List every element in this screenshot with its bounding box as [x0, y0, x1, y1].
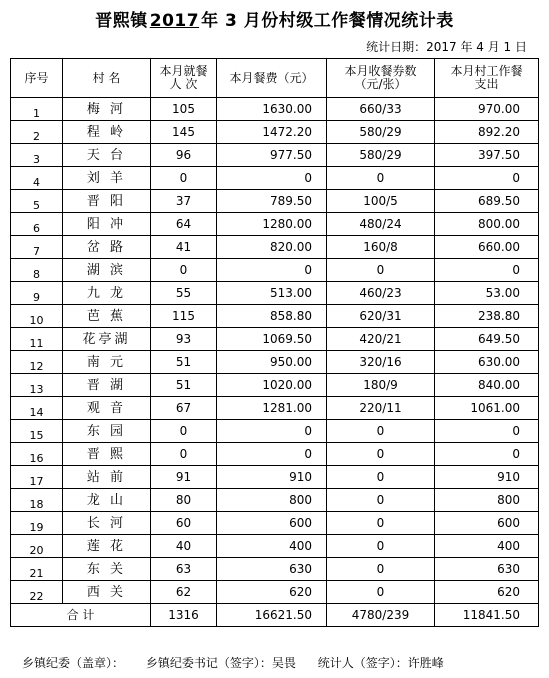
row-expense: 53.00 — [435, 282, 539, 305]
row-diners: 37 — [151, 190, 217, 213]
row-vouchers: 0 — [327, 535, 435, 558]
row-village: 观 音 — [63, 397, 151, 420]
row-expense: 970.00 — [435, 98, 539, 121]
header-village: 村 名 — [63, 59, 151, 98]
footer-seal: 乡镇纪委（盖章）： — [22, 656, 125, 670]
row-expense: 400 — [435, 535, 539, 558]
row-expense: 840.00 — [435, 374, 539, 397]
table-row — [11, 512, 539, 535]
row-seq: 10 — [11, 305, 63, 328]
row-seq: 16 — [11, 443, 63, 466]
table-row — [11, 466, 539, 489]
row-expense: 1061.00 — [435, 397, 539, 420]
row-vouchers: 0 — [327, 259, 435, 282]
header-meal-cost: 本月餐费（元） — [217, 59, 327, 98]
row-meal-cost: 858.80 — [217, 305, 327, 328]
row-seq: 7 — [11, 236, 63, 259]
row-expense: 630 — [435, 558, 539, 581]
row-meal-cost: 820.00 — [217, 236, 327, 259]
row-vouchers: 0 — [327, 167, 435, 190]
row-diners: 41 — [151, 236, 217, 259]
table-row — [11, 351, 539, 374]
header-diners — [151, 59, 217, 98]
title-suffix: 年 3 月份村级工作餐情况统计表 — [201, 11, 454, 31]
row-seq: 15 — [11, 420, 63, 443]
row-seq: 6 — [11, 213, 63, 236]
row-expense: 892.20 — [435, 121, 539, 144]
row-diners: 67 — [151, 397, 217, 420]
row-vouchers: 100/5 — [327, 190, 435, 213]
row-meal-cost: 1630.00 — [217, 98, 327, 121]
table-row — [11, 236, 539, 259]
total-row — [11, 604, 539, 627]
row-expense: 397.50 — [435, 144, 539, 167]
row-diners: 96 — [151, 144, 217, 167]
row-seq: 21 — [11, 558, 63, 581]
row-meal-cost: 630 — [217, 558, 327, 581]
row-expense: 0 — [435, 167, 539, 190]
row-diners: 0 — [151, 167, 217, 190]
table-row — [11, 259, 539, 282]
row-meal-cost: 950.00 — [217, 351, 327, 374]
row-village: 站 前 — [63, 466, 151, 489]
total-diners: 1316 — [151, 604, 217, 627]
row-seq: 5 — [11, 190, 63, 213]
header-vouchers-line2: （元/张） — [354, 77, 407, 91]
row-diners: 63 — [151, 558, 217, 581]
row-meal-cost: 1280.00 — [217, 213, 327, 236]
row-village: 西 关 — [63, 581, 151, 604]
row-village: 龙 山 — [63, 489, 151, 512]
row-diners: 40 — [151, 535, 217, 558]
table-row — [11, 213, 539, 236]
row-seq: 2 — [11, 121, 63, 144]
row-seq: 3 — [11, 144, 63, 167]
row-vouchers: 220/11 — [327, 397, 435, 420]
row-vouchers: 0 — [327, 512, 435, 535]
row-village: 花亭湖 — [63, 328, 151, 351]
row-village: 晋 阳 — [63, 190, 151, 213]
row-vouchers: 0 — [327, 489, 435, 512]
row-expense: 0 — [435, 259, 539, 282]
row-seq: 20 — [11, 535, 63, 558]
row-diners: 60 — [151, 512, 217, 535]
row-meal-cost: 1472.20 — [217, 121, 327, 144]
total-expense: 11841.50 — [435, 604, 539, 627]
row-diners: 80 — [151, 489, 217, 512]
row-seq: 17 — [11, 466, 63, 489]
row-village: 程 岭 — [63, 121, 151, 144]
header-diners-line2: 人 次 — [169, 77, 198, 91]
document-title — [0, 6, 549, 31]
row-vouchers: 0 — [327, 466, 435, 489]
row-diners: 51 — [151, 351, 217, 374]
header-vouchers-line1: 本月收餐券数 — [344, 64, 417, 78]
row-expense: 910 — [435, 466, 539, 489]
header-expense-line1: 本月村工作餐 — [450, 64, 523, 78]
total-meal-cost: 16621.50 — [217, 604, 327, 627]
row-vouchers: 0 — [327, 443, 435, 466]
row-meal-cost: 513.00 — [217, 282, 327, 305]
table-row — [11, 167, 539, 190]
row-vouchers: 180/9 — [327, 374, 435, 397]
row-diners: 115 — [151, 305, 217, 328]
row-vouchers: 660/33 — [327, 98, 435, 121]
table-row — [11, 328, 539, 351]
row-seq: 9 — [11, 282, 63, 305]
table-row — [11, 581, 539, 604]
row-village: 晋 湖 — [63, 374, 151, 397]
row-expense: 0 — [435, 420, 539, 443]
row-diners: 55 — [151, 282, 217, 305]
row-seq: 22 — [11, 581, 63, 604]
row-diners: 62 — [151, 581, 217, 604]
row-diners: 64 — [151, 213, 217, 236]
row-seq: 19 — [11, 512, 63, 535]
row-meal-cost: 0 — [217, 443, 327, 466]
row-vouchers: 580/29 — [327, 144, 435, 167]
row-seq: 14 — [11, 397, 63, 420]
row-seq: 11 — [11, 328, 63, 351]
row-vouchers: 420/21 — [327, 328, 435, 351]
row-diners: 145 — [151, 121, 217, 144]
row-village: 东 关 — [63, 558, 151, 581]
row-diners: 51 — [151, 374, 217, 397]
row-expense: 800.00 — [435, 213, 539, 236]
table-row — [11, 489, 539, 512]
row-meal-cost: 910 — [217, 466, 327, 489]
row-vouchers: 160/8 — [327, 236, 435, 259]
row-seq: 4 — [11, 167, 63, 190]
table-row — [11, 443, 539, 466]
row-expense: 630.00 — [435, 351, 539, 374]
row-vouchers: 460/23 — [327, 282, 435, 305]
row-diners: 0 — [151, 420, 217, 443]
row-seq: 13 — [11, 374, 63, 397]
footer-secretary: 乡镇纪委书记（签字）：吴畏 — [145, 656, 296, 670]
row-meal-cost: 400 — [217, 535, 327, 558]
header-expense — [435, 59, 539, 98]
row-village: 湖 滨 — [63, 259, 151, 282]
table-row — [11, 282, 539, 305]
meal-statistics-table — [10, 58, 539, 627]
row-village: 南 元 — [63, 351, 151, 374]
row-seq: 18 — [11, 489, 63, 512]
row-meal-cost: 800 — [217, 489, 327, 512]
row-meal-cost: 620 — [217, 581, 327, 604]
row-meal-cost: 1281.00 — [217, 397, 327, 420]
row-expense: 600 — [435, 512, 539, 535]
row-vouchers: 580/29 — [327, 121, 435, 144]
row-seq: 12 — [11, 351, 63, 374]
row-expense: 660.00 — [435, 236, 539, 259]
row-meal-cost: 0 — [217, 259, 327, 282]
table-row — [11, 144, 539, 167]
row-vouchers: 320/16 — [327, 351, 435, 374]
table-row — [11, 121, 539, 144]
row-village: 芭 蕉 — [63, 305, 151, 328]
row-seq: 8 — [11, 259, 63, 282]
header-seq: 序号 — [11, 59, 63, 98]
row-meal-cost: 789.50 — [217, 190, 327, 213]
row-village: 莲 花 — [63, 535, 151, 558]
row-village: 九 龙 — [63, 282, 151, 305]
row-expense: 649.50 — [435, 328, 539, 351]
row-meal-cost: 0 — [217, 420, 327, 443]
row-diners: 93 — [151, 328, 217, 351]
signature-footer — [22, 654, 462, 671]
footer-statistician: 统计人（签字）：许胜峰 — [317, 656, 444, 670]
row-diners: 105 — [151, 98, 217, 121]
table-row — [11, 397, 539, 420]
row-meal-cost: 1020.00 — [217, 374, 327, 397]
row-meal-cost: 0 — [217, 167, 327, 190]
row-village: 刘 羊 — [63, 167, 151, 190]
row-vouchers: 620/31 — [327, 305, 435, 328]
row-village: 东 园 — [63, 420, 151, 443]
row-diners: 91 — [151, 466, 217, 489]
row-seq: 1 — [11, 98, 63, 121]
title-prefix: 晋熙镇 — [95, 11, 148, 31]
header-expense-line2: 支出 — [474, 77, 499, 91]
table-row — [11, 98, 539, 121]
row-expense: 800 — [435, 489, 539, 512]
row-diners: 0 — [151, 259, 217, 282]
table-body — [11, 98, 539, 604]
row-expense: 620 — [435, 581, 539, 604]
row-village: 晋 熙 — [63, 443, 151, 466]
row-village: 梅 河 — [63, 98, 151, 121]
row-expense: 238.80 — [435, 305, 539, 328]
row-vouchers: 0 — [327, 558, 435, 581]
row-expense: 689.50 — [435, 190, 539, 213]
table-row — [11, 190, 539, 213]
row-vouchers: 480/24 — [327, 213, 435, 236]
table-row — [11, 305, 539, 328]
row-meal-cost: 977.50 — [217, 144, 327, 167]
table-row — [11, 535, 539, 558]
row-expense: 0 — [435, 443, 539, 466]
table-row — [11, 374, 539, 397]
row-vouchers: 0 — [327, 581, 435, 604]
row-meal-cost: 600 — [217, 512, 327, 535]
title-year: 2017 — [149, 11, 200, 31]
row-diners: 0 — [151, 443, 217, 466]
statistics-date: 统计日期：2017 年 4 月 1 日 — [366, 40, 527, 54]
row-village: 天 台 — [63, 144, 151, 167]
header-vouchers — [327, 59, 435, 98]
total-label: 合 计 — [11, 604, 151, 627]
row-meal-cost: 1069.50 — [217, 328, 327, 351]
table-header-row — [11, 59, 539, 98]
header-diners-line1: 本月就餐 — [159, 64, 208, 78]
table-row — [11, 558, 539, 581]
table-row — [11, 420, 539, 443]
total-vouchers: 4780/239 — [327, 604, 435, 627]
row-vouchers: 0 — [327, 420, 435, 443]
row-village: 长 河 — [63, 512, 151, 535]
row-village: 阳 冲 — [63, 213, 151, 236]
row-village: 岔 路 — [63, 236, 151, 259]
